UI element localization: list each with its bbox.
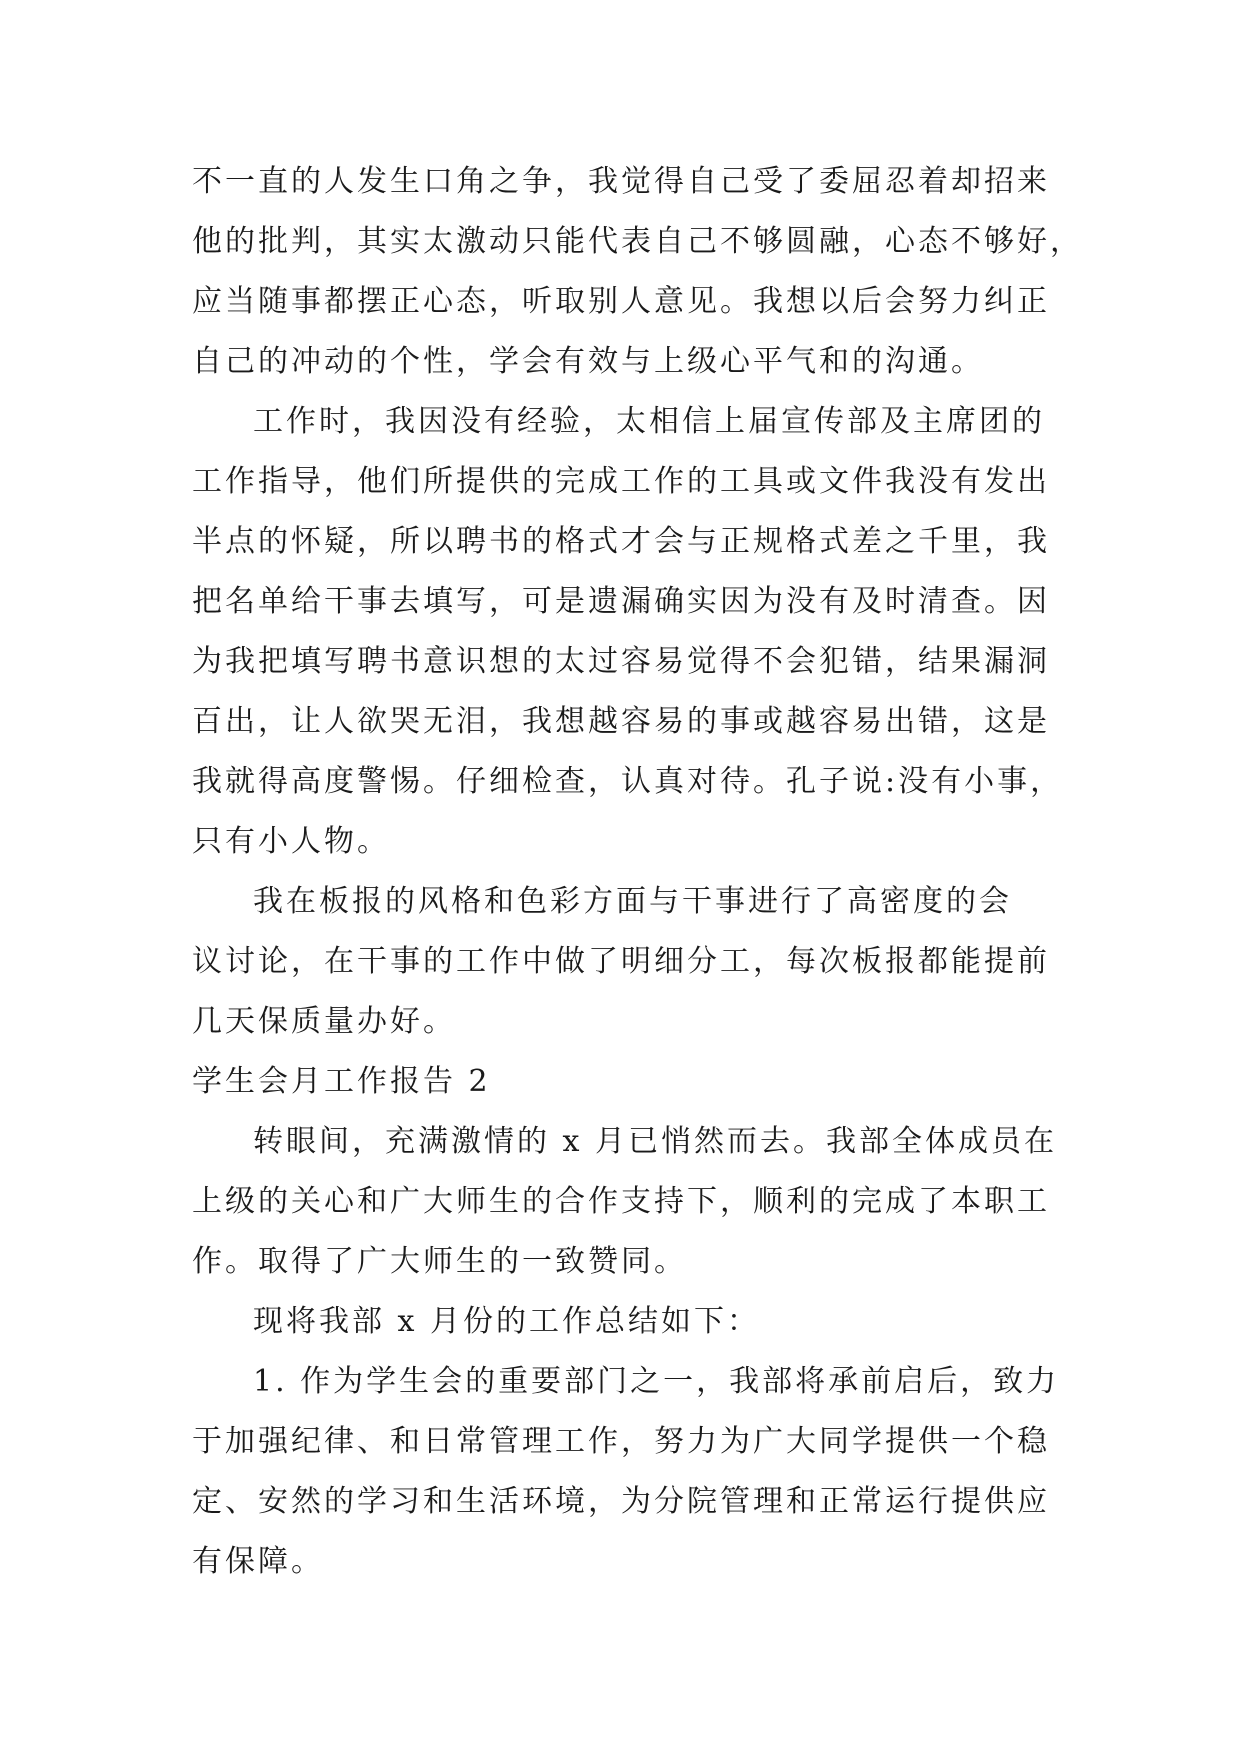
paragraph-first-line: 转眼间，充满激情的 x 月已悄然而去。我部全体成员在 xyxy=(253,1124,1057,1159)
paragraph-first-line: 现将我部 x 月份的工作总结如下： xyxy=(253,1304,760,1339)
text-line: 为我把填写聘书意识想的太过容易觉得不会犯错，结果漏洞 xyxy=(192,644,1050,679)
text-line: 我就得高度警惕。仔细检查，认真对待。孔子说:没有小事， xyxy=(192,764,1064,799)
list-item-first-line: 1. 作为学生会的重要部门之一，我部将承前启后，致力 xyxy=(253,1364,1060,1399)
text-line: 于加强纪律、和日常管理工作，努力为广大同学提供一个稳 xyxy=(192,1424,1050,1459)
paragraph-first-line: 工作时，我因没有经验，太相信上届宣传部及主席团的 xyxy=(253,404,1045,439)
text-line: 把名单给干事去填写，可是遗漏确实因为没有及时清查。因 xyxy=(192,584,1050,619)
text-line: 他的批判，其实太激动只能代表自己不够圆融，心态不够好， xyxy=(192,224,1083,259)
document-body xyxy=(192,160,1083,1600)
text-line: 工作指导，他们所提供的完成工作的工具或文件我没有发出 xyxy=(192,464,1050,499)
text-line: 不一直的人发生口角之争，我觉得自己受了委屈忍着却招来 xyxy=(192,164,1050,199)
text-line: 应当随事都摆正心态，听取别人意见。我想以后会努力纠正 xyxy=(192,284,1050,319)
text-line: 议讨论，在干事的工作中做了明细分工，每次板报都能提前 xyxy=(192,944,1050,979)
text-line: 自己的冲动的个性，学会有效与上级心平气和的沟通。 xyxy=(192,344,984,379)
text-line: 上级的关心和广大师生的合作支持下，顺利的完成了本职工 xyxy=(192,1184,1050,1219)
text-line: 作。取得了广大师生的一致赞同。 xyxy=(192,1244,687,1279)
text-line: 定、安然的学习和生活环境，为分院管理和正常运行提供应 xyxy=(192,1484,1050,1519)
text-line: 几天保质量办好。 xyxy=(192,1004,456,1039)
section-heading: 学生会月工作报告 2 xyxy=(192,1064,491,1099)
text-line: 有保障。 xyxy=(192,1544,324,1579)
text-line: 百出，让人欲哭无泪，我想越容易的事或越容易出错，这是 xyxy=(192,704,1050,739)
paragraph-first-line: 我在板报的风格和色彩方面与干事进行了高密度的会 xyxy=(253,884,1012,919)
text-line: 半点的怀疑，所以聘书的格式才会与正规格式差之千里，我 xyxy=(192,524,1050,559)
text-line: 只有小人物。 xyxy=(192,824,390,859)
